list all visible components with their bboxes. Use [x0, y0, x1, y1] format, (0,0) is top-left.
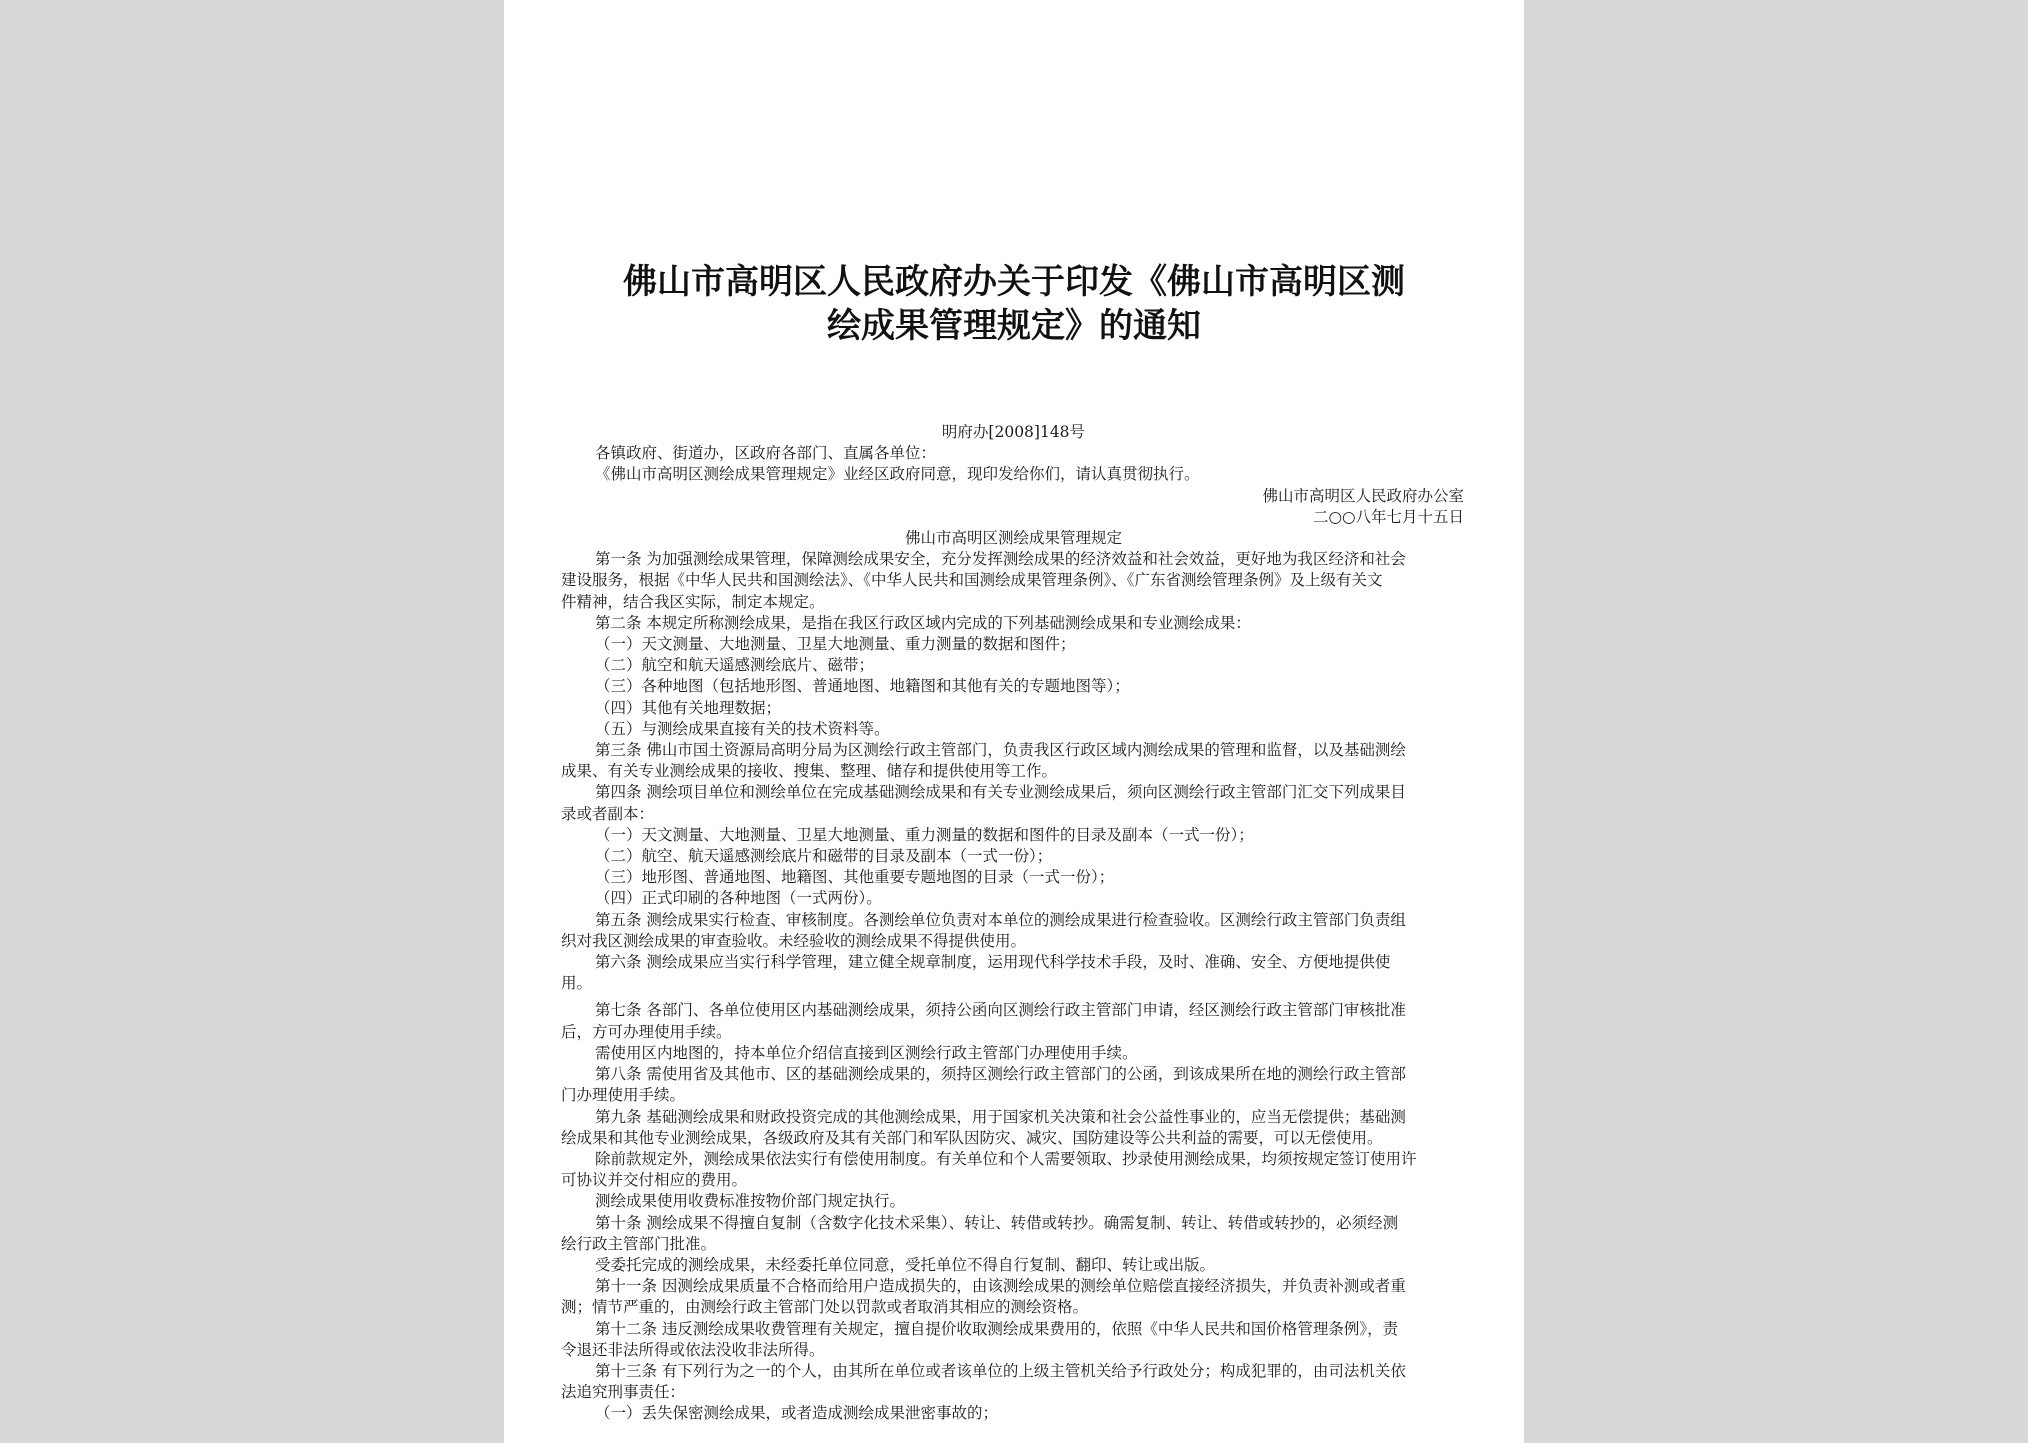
text-line: 需使用区内地图的，持本单位介绍信直接到区测绘行政主管部门办理使用手续。 [595, 1043, 1138, 1062]
regulation-text [561, 549, 1466, 1424]
text-line: 第八条 需使用省及其他市、区的基础测绘成果的，须持区测绘行政主管部门的公函，到该成果所在地的测绘行政主管部 [595, 1065, 1406, 1084]
text-line: （三）各种地图（包括地形图、普通地图、地籍图和其他有关的专题地图等）； [595, 677, 1130, 696]
title-line-2: 绘成果管理规定》的通知 [827, 306, 1201, 346]
text-line: 法追究刑事责任： [561, 1383, 686, 1402]
text-line: 绘行政主管部门批准。 [561, 1234, 717, 1253]
text-line: （二）航空、航天遥感测绘底片和磁带的目录及副本（一式一份）； [595, 847, 1053, 866]
title-line-1: 佛山市高明区人民政府办关于印发《佛山市高明区测 [623, 262, 1405, 302]
text-line: 绘成果和其他专业测绘成果，各级政府及其有关部门和军队因防灾、减灾、国防建设等公共利益的需要，可以无偿使用。 [561, 1128, 1383, 1147]
regulation-title: 佛山市高明区测绘成果管理规定 [904, 529, 1122, 548]
text-line: （一）丢失保密测绘成果，或者造成测绘成果泄密事故的； [595, 1404, 999, 1423]
text-line: 建设服务，根据《中华人民共和国测绘法》、《中华人民共和国测绘成果管理条例》、《广东省测绘管理条例》及上级有关文 [561, 571, 1383, 590]
intro-paragraph: 《佛山市高明区测绘成果管理规定》业经区政府同意，现印发给你们，请认真贯彻执行。 [595, 465, 1200, 484]
issue-date: 二○○八年七月十五日 [1312, 507, 1464, 526]
text-line: 第四条 测绘项目单位和测绘单位在完成基础测绘成果和有关专业测绘成果后，须向区测绘行政主管部门汇交下列成果目 [595, 783, 1406, 802]
text-line: 第三条 佛山市国土资源局高明分局为区测绘行政主管部门，负责我区行政区域内测绘成果的管理和监督，以及基础测绘 [595, 741, 1406, 760]
text-line: 第五条 测绘成果实行检查、审核制度。各测绘单位负责对本单位的测绘成果进行检查验收。区测绘行政主管部门负责组 [595, 910, 1406, 929]
document-title [504, 260, 1524, 348]
doc-number: 明府办[2008]148号 [941, 423, 1086, 441]
text-line: 测绘成果使用收费标准按物价部门规定执行。 [595, 1192, 906, 1211]
text-line: 门办理使用手续。 [561, 1086, 686, 1105]
text-line: 成果、有关专业测绘成果的接收、搜集、整理、储存和提供使用等工作。 [561, 762, 1058, 781]
text-line: 除前款规定外，测绘成果依法实行有偿使用制度。有关单位和个人需要领取、抄录使用测绘成果，均须按规定签订使用许 [595, 1149, 1417, 1168]
text-line: （三）地形图、普通地图、地籍图、其他重要专题地图的目录（一式一份）； [595, 868, 1115, 887]
text-line: 第九条 基础测绘成果和财政投资完成的其他测绘成果，用于国家机关决策和社会公益性事业的，应当无偿提供；基础测 [595, 1107, 1406, 1126]
text-line: 第六条 测绘成果应当实行科学管理，建立健全规章制度，运用现代科学技术手段，及时、准确、安全、方便地提供使 [595, 953, 1391, 972]
text-line: （一）天文测量、大地测量、卫星大地测量、重力测量的数据和图件的目录及副本（一式一份）； [595, 825, 1254, 844]
issuer: 佛山市高明区人民政府办公室 [1262, 486, 1464, 505]
text-line: 受委托完成的测绘成果，未经委托单位同意，受托单位不得自行复制、翻印、转让或出版。 [595, 1255, 1216, 1274]
text-line: 件精神，结合我区实际，制定本规定。 [561, 592, 825, 611]
text-line: 第七条 各部门、各单位使用区内基础测绘成果，须持公函向区测绘行政主管部门申请，经区测绘行政主管部门审核批准 [595, 1001, 1406, 1020]
text-line: 第十一条 因测绘成果质量不合格而给用户造成损失的，由该测绘成果的测绘单位赔偿直接经济损失，并负责补测或者重 [595, 1277, 1406, 1296]
text-line: 第一条 为加强测绘成果管理，保障测绘成果安全，充分发挥测绘成果的经济效益和社会效益，更好地为我区经济和社会 [595, 550, 1406, 569]
text-line: （二）航空和航天遥感测绘底片、磁带； [595, 656, 875, 675]
text-line: 第二条 本规定所称测绘成果，是指在我区行政区域内完成的下列基础测绘成果和专业测绘成果： [595, 613, 1251, 632]
text-line: （五）与测绘成果直接有关的技术资料等。 [595, 719, 890, 738]
text-line: 录或者副本： [561, 804, 655, 823]
text-line: 用。 [561, 974, 593, 993]
text-line: （一）天文测量、大地测量、卫星大地测量、重力测量的数据和图件； [595, 635, 1076, 654]
text-line: （四）其他有关地理数据； [595, 698, 782, 717]
text-line: 第十二条 违反测绘成果收费管理有关规定，擅自提价收取测绘成果费用的，依照《中华人民共和国价格管理条例》，责 [595, 1319, 1399, 1338]
text-line: 后，方可办理使用手续。 [561, 1022, 732, 1041]
text-line: 第十三条 有下列行为之一的个人，由其所在单位或者该单位的上级主管机关给予行政处分；构成犯罪的，由司法机关依 [595, 1361, 1406, 1380]
text-line: 织对我区测绘成果的审查验收。未经验收的测绘成果不得提供使用。 [561, 931, 1027, 950]
document-page [504, 0, 1524, 1443]
text-line: （四）正式印刷的各种地图（一式两份）。 [595, 889, 882, 908]
text-line: 令退还非法所得或依法没收非法所得。 [561, 1340, 825, 1359]
text-line: 可协议并交付相应的费用。 [561, 1171, 748, 1190]
document-body [561, 422, 1466, 1425]
text-line: 第十条 测绘成果不得擅自复制（含数字化技术采集）、转让、转借或转抄。确需复制、转让、转借或转抄的，必须经测 [595, 1213, 1399, 1232]
addressee: 各镇政府、街道办，区政府各部门、直属各单位： [595, 444, 937, 463]
text-line: 测；情节严重的，由测绘行政主管部门处以罚款或者取消其相应的测绘资格。 [561, 1298, 1089, 1317]
